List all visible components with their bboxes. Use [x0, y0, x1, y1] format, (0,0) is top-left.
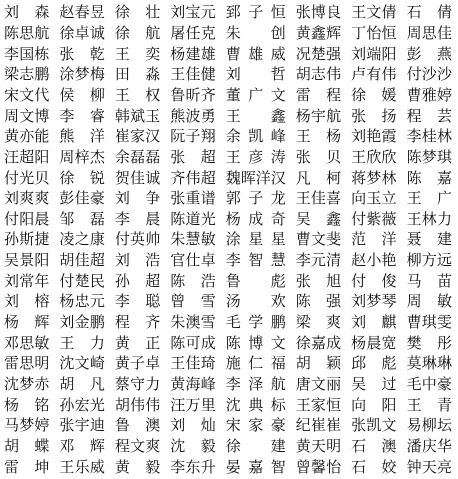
- name-cell: 杨宇航: [295, 106, 342, 125]
- name-cell: 陈梦琪: [406, 147, 452, 166]
- name-cell: 曾馨怡: [295, 457, 342, 476]
- name-cell: 韩斌玉: [114, 106, 161, 125]
- name-cell: 付沙沙: [406, 65, 452, 84]
- name-cell: 凡 柯: [295, 168, 342, 187]
- name-cell: 阮子翔: [170, 127, 216, 146]
- name-cell: 彭佳豪: [59, 189, 105, 208]
- name-cell: 王 鑫: [225, 106, 286, 125]
- name-cell: 余凯峰: [225, 127, 286, 146]
- name-cell: 沈 毅: [170, 437, 216, 456]
- name-cell: 刘梦琴: [351, 292, 397, 311]
- name-cell: 王佳琦: [170, 354, 216, 373]
- name-cell: 曹雅婷: [406, 85, 452, 104]
- name-cell: 王乐威: [59, 457, 105, 476]
- name-cell: 张宇迪: [59, 416, 105, 435]
- name-cell: 吴景阳: [4, 251, 50, 270]
- name-cell: 邹 磊: [59, 209, 105, 228]
- name-cell: 涂梦梅: [59, 65, 105, 84]
- name-cell: 李泽航: [225, 375, 286, 394]
- name-cell: 余磊磊: [114, 147, 161, 166]
- name-cell: 王彦涛: [225, 147, 286, 166]
- name-cell: 董广文: [225, 85, 286, 104]
- name-cell: 刘 榕: [4, 292, 50, 311]
- name-cell: 石 姣: [351, 457, 397, 476]
- name-cell: 周梓杰: [59, 147, 105, 166]
- name-cell: 蒋梦林: [351, 168, 397, 187]
- name-cell: 程 芸: [406, 106, 452, 125]
- name-cell: 陈 强: [295, 292, 342, 311]
- name-cell: 范 洋: [351, 230, 397, 249]
- name-cell: 杨晨宽: [351, 333, 397, 352]
- name-cell: 石 倩: [406, 3, 452, 22]
- name-cell: 邱 彪: [351, 354, 397, 373]
- name-cell: 毛中豪: [406, 375, 452, 394]
- name-cell: 聂 建: [406, 230, 452, 249]
- name-cell: 凌之康: [59, 230, 105, 249]
- name-cell: 胡 凡: [59, 375, 105, 394]
- name-cell: 黄海峰: [170, 375, 216, 394]
- name-cell: 汪万里: [170, 395, 216, 414]
- name-cell: 孙斯捷: [4, 230, 50, 249]
- name-cell: 晏嘉智: [225, 457, 286, 476]
- name-cell: 王 奕: [114, 44, 161, 63]
- name-cell: 熊 洋: [59, 127, 105, 146]
- name-cell: 雷思明: [4, 354, 50, 373]
- name-cell: 朱慧敏: [170, 230, 216, 249]
- name-cell: 官仕卓: [170, 251, 216, 270]
- name-cell: 邓思敏: [4, 333, 50, 352]
- name-cell: 陈可成: [170, 333, 216, 352]
- name-cell: 王文倩: [351, 3, 397, 22]
- name-cell: 崔家汉: [114, 127, 161, 146]
- name-cell: 涂星星: [225, 230, 286, 249]
- name-cell: 刘艳霞: [351, 127, 397, 146]
- name-cell: 汪超阳: [4, 147, 50, 166]
- name-cell: 刘常年: [4, 271, 50, 290]
- name-cell: 付英帅: [114, 230, 161, 249]
- name-cell: 陈博文: [225, 333, 286, 352]
- name-cell: 张 扬: [351, 106, 397, 125]
- name-cell: 曾 雪: [170, 292, 216, 311]
- name-cell: 刘宝元: [170, 3, 216, 22]
- name-cell: 王欣欣: [351, 147, 397, 166]
- name-cell: 熊波勇: [170, 106, 216, 125]
- name-cell: 王 力: [59, 333, 105, 352]
- name-cell: 王林力: [406, 209, 452, 228]
- name-cell: 赵春昱: [59, 3, 105, 22]
- name-cell: 魏晖洋汉: [225, 168, 286, 187]
- name-cell: 杨忠元: [59, 292, 105, 311]
- name-cell: 曹雄威: [225, 44, 286, 63]
- name-cell: 杨 铭: [4, 395, 50, 414]
- name-cell: 朱 创: [225, 23, 286, 42]
- name-cell: 张 贝: [295, 147, 342, 166]
- name-cell: 刘金鹏: [59, 313, 105, 332]
- name-cell: 卢有伟: [351, 65, 397, 84]
- name-cell: 郭子龙: [225, 189, 286, 208]
- name-cell: 李元清: [295, 251, 342, 270]
- name-cell: 徐 建: [225, 437, 286, 456]
- name-cell: 黄天明: [295, 437, 342, 456]
- name-cell: 钟天亮: [406, 457, 452, 476]
- name-cell: 张 超: [170, 147, 216, 166]
- name-cell: 李国栋: [4, 44, 50, 63]
- name-cell: 况楚强: [295, 44, 342, 63]
- name-cell: 郅子恒: [225, 3, 286, 22]
- name-cell: 田 淼: [114, 65, 161, 84]
- name-cell: 胡佳超: [59, 251, 105, 270]
- name-cell: 刘 哲: [225, 65, 286, 84]
- name-cell: 邓 辉: [59, 437, 105, 456]
- name-cell: 黄鑫辉: [295, 23, 342, 42]
- name-cell: 曹琪雯: [406, 313, 452, 332]
- name-cell: 付 俊: [351, 271, 397, 290]
- name-cell: 程文爽: [114, 437, 161, 456]
- name-cell: 张重谱: [170, 189, 216, 208]
- name-cell: 孙宏光: [59, 395, 105, 414]
- name-cell: 鲁 澳: [114, 416, 161, 435]
- name-cell: 周 敏: [406, 292, 452, 311]
- name-cell: 徐嘉成: [295, 333, 342, 352]
- name-cell: 陈 浩: [170, 271, 216, 290]
- name-cell: 丁怡恒: [351, 23, 397, 42]
- name-cell: 向玉立: [351, 189, 397, 208]
- name-cell: 徐 壮: [114, 3, 161, 22]
- name-cell: 刘 灿: [170, 416, 216, 435]
- name-cell: 毛学鹏: [225, 313, 286, 332]
- name-cell: 梁 爽: [295, 313, 342, 332]
- name-cell: 张凯文: [351, 416, 397, 435]
- name-cell: 朱澳雪: [170, 313, 216, 332]
- name-cell: 彭 燕: [406, 44, 452, 63]
- name-cell: 付光贝: [4, 168, 50, 187]
- name-cell: 向 阳: [351, 395, 397, 414]
- name-cell: 齐伟超: [170, 168, 216, 187]
- name-cell: 马梦婷: [4, 416, 50, 435]
- name-cell: 屠任克: [170, 23, 216, 42]
- name-cell: 陈 嘉: [406, 168, 452, 187]
- name-cell: 吴 鑫: [295, 209, 342, 228]
- name-cell: 刘端阳: [351, 44, 397, 63]
- name-cell: 徐 锐: [59, 168, 105, 187]
- name-cell: 张 旭: [295, 271, 342, 290]
- name-cell: 雷 程: [295, 85, 342, 104]
- name-cell: 宋家豪: [225, 416, 286, 435]
- name-cell: 张 乾: [59, 44, 105, 63]
- name-cell: 程 齐: [114, 313, 161, 332]
- name-cell: 吴 过: [351, 375, 397, 394]
- name-cell: 付阳晨: [4, 209, 50, 228]
- name-cell: 易柳坛: [406, 416, 452, 435]
- name-cell: 李智慧: [225, 251, 286, 270]
- name-cell: 贺佳诚: [114, 168, 161, 187]
- name-cell: 张博良: [295, 3, 342, 22]
- name-cell: 王佳健: [170, 65, 216, 84]
- name-cell: 黄亦能: [4, 127, 50, 146]
- name-cell: 莫琳琳: [406, 354, 452, 373]
- name-cell: 赵小艳: [351, 251, 397, 270]
- name-cell: 沈梦赤: [4, 375, 50, 394]
- name-cell: 宋文代: [4, 85, 50, 104]
- name-cell: 王 广: [406, 189, 452, 208]
- name-cell: 沈典标: [225, 395, 286, 414]
- name-cell: 梁志鹏: [4, 65, 50, 84]
- name-cell: 潘庆华: [406, 437, 452, 456]
- name-cell: 樊 彤: [406, 333, 452, 352]
- name-cell: 周文博: [4, 106, 50, 125]
- name-cell: 刘 麒: [351, 313, 397, 332]
- name-cell: 王 青: [406, 395, 452, 414]
- name-cell: 孙 超: [114, 271, 161, 290]
- name-cell: 黄 正: [114, 333, 161, 352]
- name-cell: 黄 毅: [114, 457, 161, 476]
- name-cell: 付楚民: [59, 271, 105, 290]
- name-cell: 胡志伟: [295, 65, 342, 84]
- name-cell: 李 睿: [59, 106, 105, 125]
- name-cell: 杨建雄: [170, 44, 216, 63]
- name-cell: 徐 航: [114, 23, 161, 42]
- name-cell: 杨成奇: [225, 209, 286, 228]
- name-cell: 杨 辉: [4, 313, 50, 332]
- name-cell: 徐 媛: [351, 85, 397, 104]
- name-cell: 刘爽爽: [4, 189, 50, 208]
- name-cell: 马 苗: [406, 271, 452, 290]
- name-cell: 胡伟伟: [114, 395, 161, 414]
- name-cell: 胡 蝶: [4, 437, 50, 456]
- name-cell: 徐卓诚: [59, 23, 105, 42]
- name-cell: 刘 森: [4, 3, 50, 22]
- name-cell: 蔡守力: [114, 375, 161, 394]
- name-cell: 侯 柳: [59, 85, 105, 104]
- name-cell: 唐文丽: [295, 375, 342, 394]
- name-cell: 刘 争: [114, 189, 161, 208]
- name-cell: 王佳喜: [295, 189, 342, 208]
- name-cell: 石 澳: [351, 437, 397, 456]
- name-cell: 黄子卓: [114, 354, 161, 373]
- name-cell: 柳方远: [406, 251, 452, 270]
- name-cell: 曹文斐: [295, 230, 342, 249]
- name-cell: 王家恒: [295, 395, 342, 414]
- name-cell: 胡 颖: [295, 354, 342, 373]
- name-cell: 陈道光: [170, 209, 216, 228]
- name-cell: 汤 欢: [225, 292, 286, 311]
- name-cell: 雷 坤: [4, 457, 50, 476]
- name-cell: 王 杨: [295, 127, 342, 146]
- name-roster-grid: [0, 2, 458, 477]
- name-cell: 李东升: [170, 457, 216, 476]
- name-cell: 纪崔崔: [295, 416, 342, 435]
- name-cell: 周思佳: [406, 23, 452, 42]
- name-cell: 李桂林: [406, 127, 452, 146]
- name-cell: 刘 浩: [114, 251, 161, 270]
- name-cell: 鲁昕齐: [170, 85, 216, 104]
- name-cell: 施仁福: [225, 354, 286, 373]
- name-cell: 李 晨: [114, 209, 161, 228]
- name-cell: 李 聪: [114, 292, 161, 311]
- name-cell: 沈文崎: [59, 354, 105, 373]
- name-cell: 付紫薇: [351, 209, 397, 228]
- name-cell: 鲁 彪: [225, 271, 286, 290]
- name-cell: 陈思航: [4, 23, 50, 42]
- name-cell: 王 权: [114, 85, 161, 104]
